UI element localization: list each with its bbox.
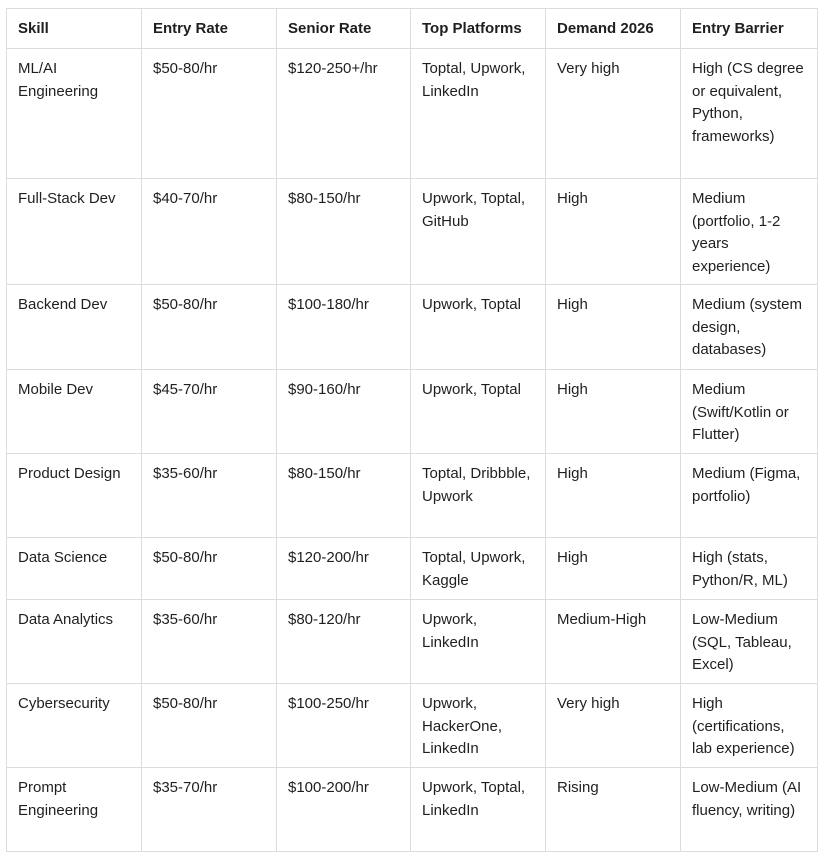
cell-demand: High [546, 538, 681, 600]
cell-top-platforms: Upwork, LinkedIn [411, 600, 546, 684]
cell-entry-barrier: High (stats, Python/R, ML) [681, 538, 818, 600]
cell-skill: Cybersecurity [7, 684, 142, 768]
cell-entry-barrier: Medium (portfolio, 1-2 years experience) [681, 179, 818, 285]
cell-top-platforms: Toptal, Upwork, Kaggle [411, 538, 546, 600]
header-senior-rate: Senior Rate [277, 9, 411, 49]
header-skill: Skill [7, 9, 142, 49]
table-row [7, 684, 818, 768]
table-row [7, 179, 818, 285]
cell-entry-rate: $35-60/hr [142, 600, 277, 684]
cell-skill: ML/AI Engineering [7, 49, 142, 179]
cell-senior-rate: $80-150/hr [277, 454, 411, 538]
cell-entry-barrier: Medium (system design, databases) [681, 285, 818, 370]
cell-entry-barrier: Medium (Swift/Kotlin or Flutter) [681, 370, 818, 454]
header-entry-rate: Entry Rate [142, 9, 277, 49]
table-row [7, 49, 818, 179]
cell-demand: High [546, 370, 681, 454]
cell-entry-rate: $50-80/hr [142, 538, 277, 600]
cell-demand: Very high [546, 684, 681, 768]
header-row [7, 9, 818, 49]
table-row [7, 454, 818, 538]
cell-senior-rate: $120-250+/hr [277, 49, 411, 179]
table-header [7, 9, 818, 49]
cell-skill: Product Design [7, 454, 142, 538]
header-demand-2026: Demand 2026 [546, 9, 681, 49]
cell-entry-barrier: High (certifications, lab experience) [681, 684, 818, 768]
cell-top-platforms: Upwork, Toptal, GitHub [411, 179, 546, 285]
cell-entry-rate: $50-80/hr [142, 285, 277, 370]
cell-senior-rate: $80-120/hr [277, 600, 411, 684]
cell-skill: Full-Stack Dev [7, 179, 142, 285]
header-top-platforms: Top Platforms [411, 9, 546, 49]
cell-entry-barrier: Low-Medium (AI fluency, writing) [681, 768, 818, 852]
cell-senior-rate: $100-180/hr [277, 285, 411, 370]
cell-entry-barrier: Medium (Figma, portfolio) [681, 454, 818, 538]
cell-top-platforms: Upwork, Toptal [411, 370, 546, 454]
cell-skill: Data Science [7, 538, 142, 600]
table-row [7, 768, 818, 852]
cell-demand: High [546, 179, 681, 285]
cell-demand: High [546, 285, 681, 370]
cell-skill: Mobile Dev [7, 370, 142, 454]
cell-senior-rate: $100-250/hr [277, 684, 411, 768]
cell-demand: Medium-High [546, 600, 681, 684]
table-row [7, 370, 818, 454]
cell-senior-rate: $120-200/hr [277, 538, 411, 600]
cell-demand: Very high [546, 49, 681, 179]
cell-skill: Prompt Engineering [7, 768, 142, 852]
table-row [7, 600, 818, 684]
cell-entry-barrier: High (CS degree or equivalent, Python, frameworks) [681, 49, 818, 179]
cell-top-platforms: Upwork, HackerOne, LinkedIn [411, 684, 546, 768]
cell-senior-rate: $100-200/hr [277, 768, 411, 852]
cell-entry-barrier: Low-Medium (SQL, Tableau, Excel) [681, 600, 818, 684]
cell-entry-rate: $50-80/hr [142, 684, 277, 768]
header-entry-barrier: Entry Barrier [681, 9, 818, 49]
cell-demand: Rising [546, 768, 681, 852]
cell-entry-rate: $35-60/hr [142, 454, 277, 538]
cell-entry-rate: $50-80/hr [142, 49, 277, 179]
cell-top-platforms: Upwork, Toptal [411, 285, 546, 370]
table-body [7, 49, 818, 852]
cell-top-platforms: Toptal, Upwork, LinkedIn [411, 49, 546, 179]
cell-skill: Data Analytics [7, 600, 142, 684]
cell-entry-rate: $40-70/hr [142, 179, 277, 285]
table-row [7, 285, 818, 370]
cell-senior-rate: $90-160/hr [277, 370, 411, 454]
cell-demand: High [546, 454, 681, 538]
cell-senior-rate: $80-150/hr [277, 179, 411, 285]
table-row [7, 538, 818, 600]
skills-rates-table [6, 8, 818, 852]
cell-top-platforms: Upwork, Toptal, LinkedIn [411, 768, 546, 852]
cell-skill: Backend Dev [7, 285, 142, 370]
cell-entry-rate: $35-70/hr [142, 768, 277, 852]
cell-top-platforms: Toptal, Dribbble, Upwork [411, 454, 546, 538]
cell-entry-rate: $45-70/hr [142, 370, 277, 454]
